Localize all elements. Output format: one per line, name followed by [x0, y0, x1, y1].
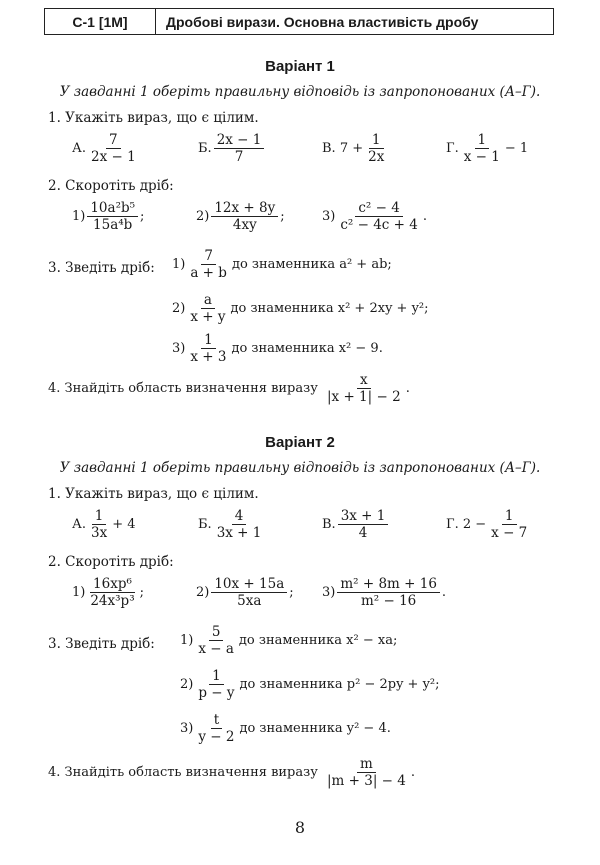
v2-t3-3: 3) t y − 2 до знаменника y² − 4.	[180, 712, 391, 746]
v2-t3-1: 1) 5 x − a до знаменника x² − xa;	[180, 624, 398, 658]
v1-option-b: Б. 2x − 1 7	[198, 132, 266, 165]
v1-t3-3: 3) 1 x + 3 до знаменника x² − 9.	[172, 332, 383, 366]
v2-task-4: 4. Знайдіть область визначення виразу m |m + 3| − 4 .	[48, 756, 416, 790]
v1-option-a: А. 7 2x − 1	[72, 132, 136, 166]
variant-2-instruction: У завданні 1 оберіть правильну відповідь із запропонованих (А–Г).	[59, 460, 541, 476]
v2-task-2: 2. Скоротіть дріб:	[48, 554, 174, 570]
v2-t2-3: 3) m² + 8m + 16 m² − 16 .	[322, 576, 447, 610]
v1-task-4: 4. Знайдіть область визначення виразу x |x + 1| − 2 .	[48, 372, 410, 406]
v2-t2-1: 1) 16xp⁶ 24x³p³ ;	[72, 576, 144, 610]
v1-task-3: 3. Зведіть дріб:	[48, 260, 155, 276]
v1-option-g: Г. 1 x − 1 − 1	[446, 132, 529, 166]
v2-task-3: 3. Зведіть дріб:	[48, 636, 155, 652]
variant-2-title: Варіант 2	[265, 434, 335, 451]
v1-option-v: В. 7 + $\frac{1}{2x}$	[322, 132, 385, 166]
v2-option-g: Г. 2 − $\frac{1}{x - 7}$	[446, 508, 528, 542]
header-code: С-1 [1М]	[45, 9, 156, 34]
v1-task-1: 1. Укажіть вираз, що є цілим.	[48, 110, 259, 126]
variant-1-instruction: У завданні 1 оберіть правильну відповідь із запропонованих (А–Г).	[59, 84, 541, 100]
v1-t3-1: 1) 7 a + b до знаменника a² + ab;	[172, 248, 392, 282]
v1-t3-2: 2) a x + y до знаменника x² + 2xy + y²;	[172, 292, 429, 326]
v1-t2-1: 1) 10a²b⁵ 15a⁴b ;	[72, 200, 145, 234]
v2-option-b: Б. 4 3x + 1	[198, 508, 262, 542]
v1-t2-3: 3) c² − 4 c² − 4c + 4 .	[322, 200, 427, 234]
v2-option-a: А. 1 3x + 4	[72, 508, 136, 542]
v2-t3-2: 2) 1 p − y до знаменника p² − 2py + y²;	[180, 668, 440, 702]
variant-1-title: Варіант 1	[265, 58, 335, 75]
v1-t2-2: 2) 12x + 8y 4xy ;	[196, 200, 285, 234]
header-box	[44, 8, 554, 35]
v1-task-2: 2. Скоротіть дріб:	[48, 178, 174, 194]
v2-option-v: В. 3x + 1 4	[322, 508, 390, 541]
v2-t2-2: 2) 10x + 15a 5xa ;	[196, 576, 294, 610]
header-title: Дробові вирази. Основна властивість дробу	[166, 13, 479, 30]
v2-task-1: 1. Укажіть вираз, що є цілим.	[48, 486, 259, 502]
page-number: 8	[294, 818, 306, 837]
